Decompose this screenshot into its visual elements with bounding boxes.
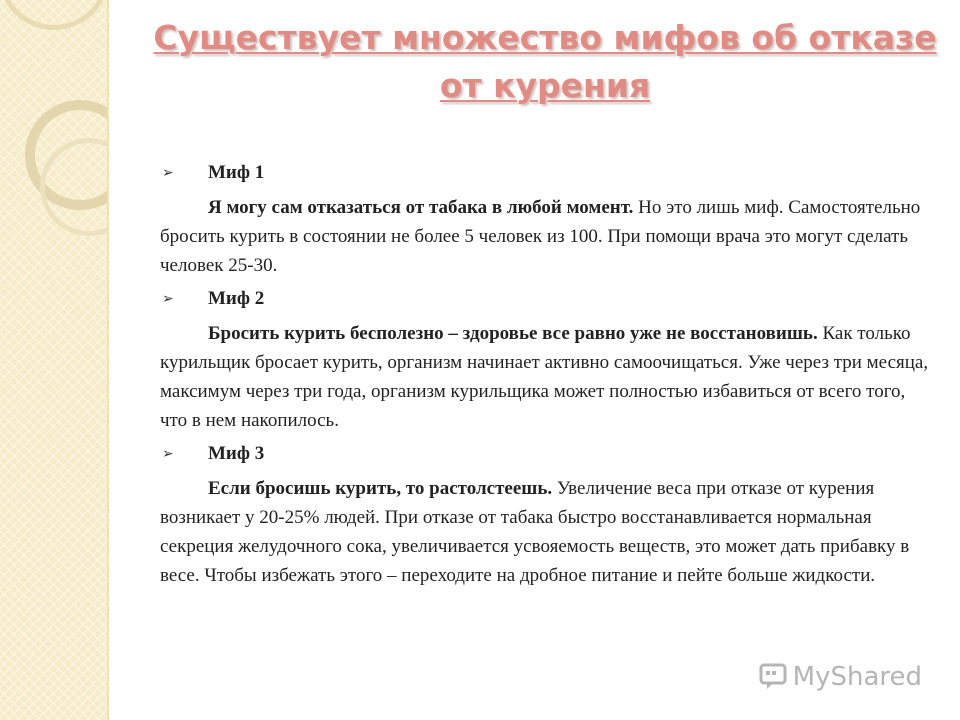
myth-heading-label: Миф 2 (208, 288, 265, 309)
slide-title: Существует множество мифов об отказе от курения (153, 18, 937, 105)
myth-heading (160, 284, 935, 313)
myth-heading (160, 158, 935, 187)
myth-claim: Бросить курить бесполезно – здоровье все равно уже не восстановишь. (208, 323, 818, 344)
slide-body (160, 158, 935, 594)
myth-claim: Если бросишь курить, то растолстеешь. (208, 478, 553, 499)
myth-explanation: Как только курильщик бросает курить, организм начинает активно самоочищаться. Уже через три месяца, максимум через три года, организм курильщика может полностью избавиться от всего того, что в нем накопилось. (160, 323, 929, 431)
myth-paragraph (160, 319, 935, 435)
arrowhead-bullet-icon: ➢ (162, 292, 174, 307)
myshared-watermark (758, 662, 922, 692)
myth-paragraph (160, 193, 935, 280)
watermark-text: MyShared (792, 662, 922, 692)
arrowhead-bullet-icon: ➢ (162, 447, 174, 462)
myth-heading-label: Миф 3 (208, 443, 265, 464)
myshared-logo-icon (758, 662, 788, 692)
myth-claim: Я могу сам отказаться от табака в любой момент. (208, 197, 634, 218)
myth-paragraph (160, 474, 935, 590)
myth-heading (160, 439, 935, 468)
strip-edge (107, 0, 109, 720)
decorative-ring (0, 0, 107, 30)
decorative-side-strip (0, 0, 107, 720)
arrowhead-bullet-icon: ➢ (162, 166, 174, 181)
myth-explanation: Увеличение веса при отказе от курения возникает у 20-25% людей. При отказе от табака быстро восстанавливается нормальная секреция желудочного сока, увеличивается усвояемость веществ, это может дать прибавку в весе. Чтобы избежать этого – переходите на дробное питание и пейте больше жидкости. (160, 478, 910, 586)
myth-explanation: Но это лишь миф. Самостоятельно бросить курить в состоянии не более 5 человек из 100. При помощи врача это могут сделать человек 25-30. (160, 197, 921, 276)
myth-heading-label: Миф 1 (208, 162, 265, 183)
